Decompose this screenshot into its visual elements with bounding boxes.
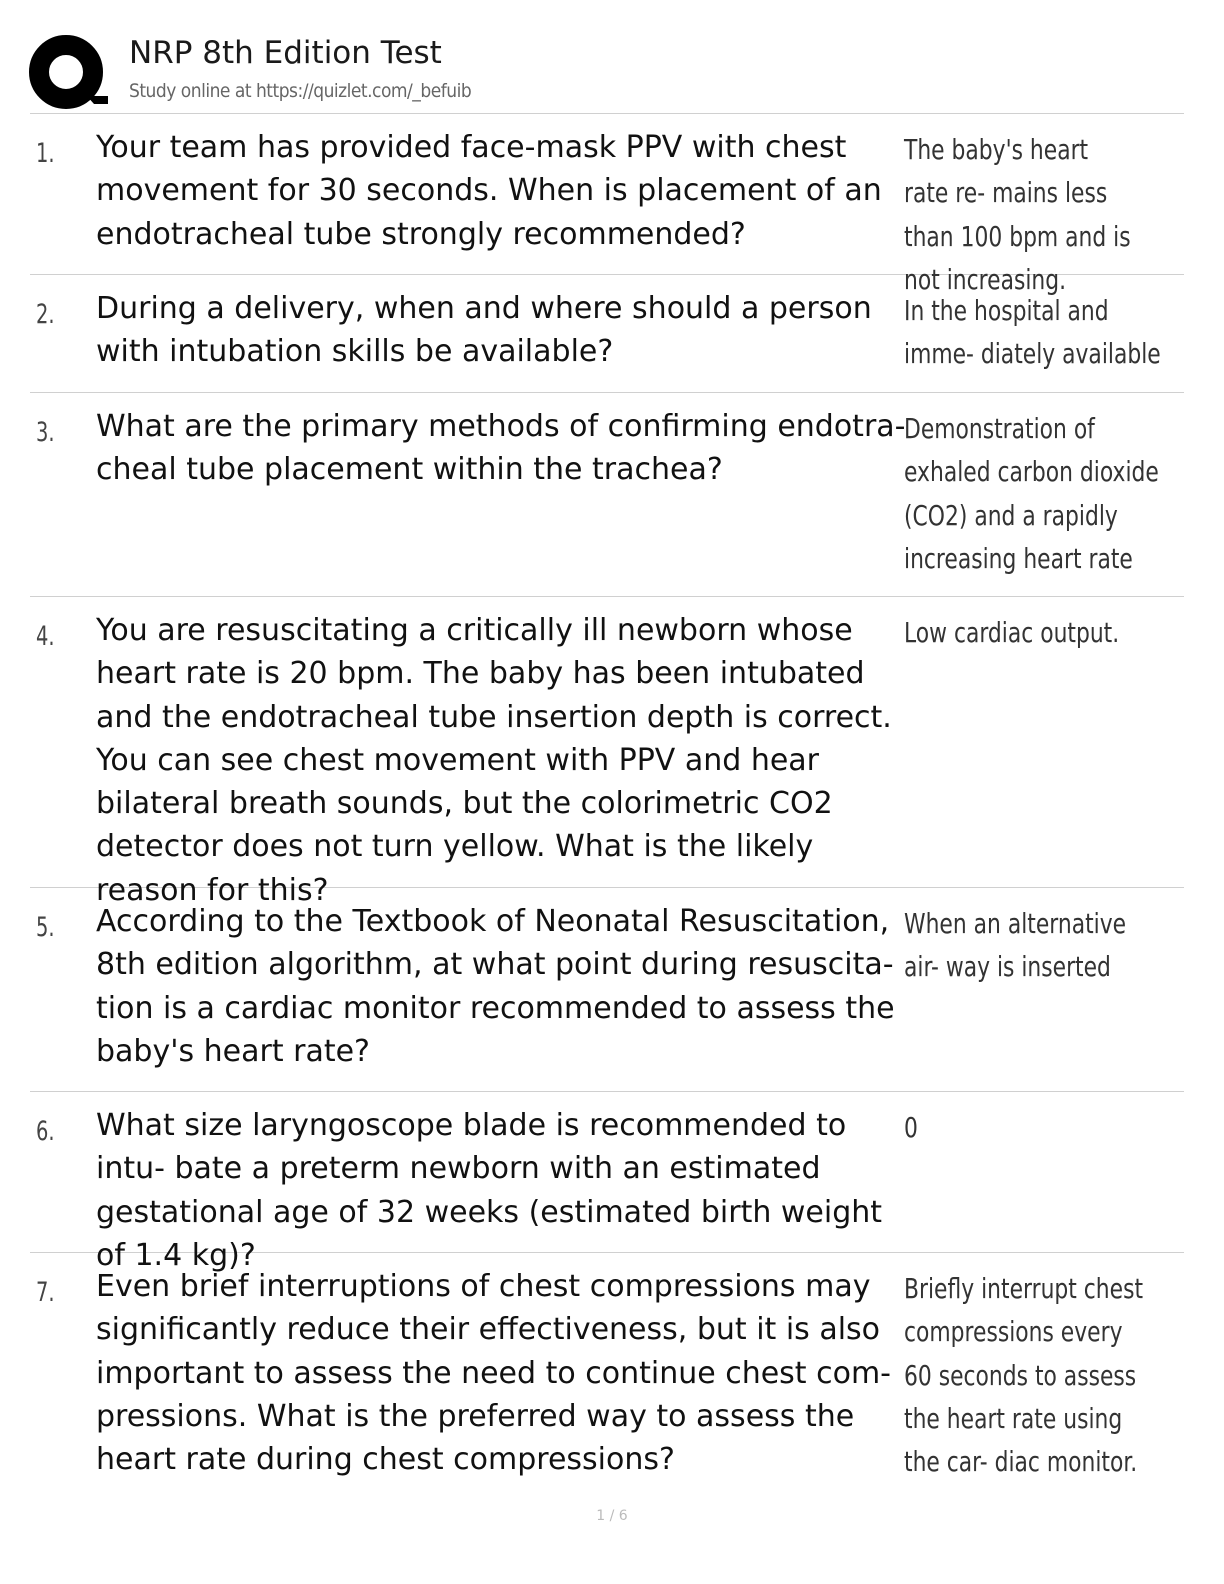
card-answer: When an alternative air- way is inserted (904, 907, 1127, 984)
card-question: Even brief interruptions of chest compressions may significantly reduce their effectiveness, but it is also important to assess the need to continue chest com- pressions. What is the preferred way to assess the heart rate during chest compressions? (96, 1269, 891, 1478)
flashcard-row (30, 888, 1184, 1092)
quizlet-logo-icon (28, 32, 108, 112)
flashcard-row (30, 393, 1184, 597)
flashcard-list (30, 114, 1184, 1499)
flashcard-row (30, 1253, 1184, 1499)
flashcard-row (30, 114, 1184, 296)
card-number: 5. (36, 912, 55, 943)
flashcard-row (30, 597, 1184, 908)
card-answer: The baby's heart rate re- mains less than 100 bpm and is not increasing. (904, 133, 1131, 296)
card-number: 2. (36, 299, 55, 330)
card-question: Your team has provided face-mask PPV with chest movement for 30 seconds. When is placement of an endotracheal tube strongly recommended? (96, 130, 882, 252)
card-question: You are resuscitating a critically ill newborn whose heart rate is 20 bpm. The baby has been intubated and the endotracheal tube insertion depth is correct. You can see chest movement with PPV and hear bilateral breath sounds, but the colorimetric CO2 detector does not turn yellow. What is the likely reason for this? (96, 613, 892, 908)
study-online-link[interactable]: Study online at https://quizlet.com/_befuib (129, 80, 472, 102)
card-answer: Briefly interrupt chest compressions every 60 seconds to assess the heart rate using the car- diac monitor. (904, 1272, 1144, 1479)
page-header (28, 28, 1188, 114)
card-number: 3. (36, 417, 55, 448)
card-number: 7. (36, 1277, 55, 1308)
card-question: According to the Textbook of Neonatal Resuscitation, 8th edition algorithm, at what point during resuscita- tion is a cardiac monitor recommended to assess the baby's heart rate? (96, 904, 895, 1069)
card-answer: Low cardiac output. (904, 616, 1120, 649)
card-number: 6. (36, 1116, 55, 1147)
card-number: 1. (36, 138, 55, 169)
page-number: 1 / 6 (596, 1508, 628, 1524)
card-answer: Demonstration of exhaled carbon dioxide (CO2) and a rapidly increasing heart rate (904, 412, 1159, 575)
card-answer: In the hospital and imme- diately available (904, 294, 1161, 371)
card-number: 4. (36, 621, 55, 652)
card-answer: 0 (904, 1111, 918, 1144)
card-question: What are the primary methods of confirming endotra- cheal tube placement within the trachea? (96, 409, 906, 488)
card-question: During a delivery, when and where should a person with intubation skills be available? (96, 291, 872, 370)
flashcard-row (30, 1092, 1184, 1273)
flashcard-row (30, 275, 1184, 393)
document-title: NRP 8th Edition Test (129, 35, 442, 71)
card-question: What size laryngoscope blade is recommended to intu- bate a preterm newborn with an estimated gestational age of 32 weeks (estimated birth weight of 1.4 kg)? (96, 1108, 883, 1273)
